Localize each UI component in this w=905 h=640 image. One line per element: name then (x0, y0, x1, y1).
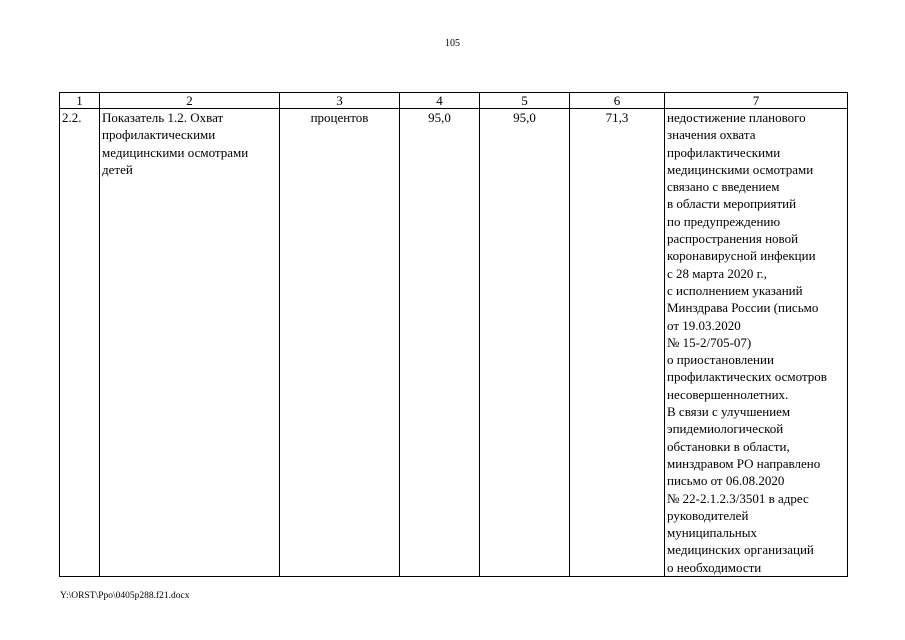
indicator-line: Показатель 1.2. Охват (102, 110, 224, 125)
explanation-line: руководителей (667, 507, 749, 523)
unit-cell: процентов (280, 109, 400, 577)
report-table (59, 92, 848, 577)
explanation-line: минздравом РО направлено (667, 455, 821, 471)
explanation-line: муниципальных (667, 525, 758, 541)
explanation-line: о необходимости (667, 559, 762, 575)
explanation-line: профилактических осмотров (667, 369, 827, 385)
explanation-line: коронавирусной инфекции (667, 248, 816, 264)
row-number-cell: 2.2. (60, 109, 100, 577)
explanation-line: по предупреждению (667, 213, 781, 229)
indicator-name-cell (100, 109, 280, 577)
explanation-line: В связи с улучшением (667, 404, 791, 420)
explanation-line: недостижение планового (667, 110, 806, 125)
header-cell-5: 5 (480, 93, 570, 109)
explanation-line: распространения новой (667, 231, 799, 247)
value-cell-4: 95,0 (400, 109, 480, 577)
explanation-line: № 22-2.1.2.3/3501 в адрес (667, 490, 809, 506)
explanation-line: несовершеннолетних. (667, 386, 789, 402)
explanation-line: медицинскими осмотрами (667, 161, 814, 177)
header-cell-3: 3 (280, 93, 400, 109)
table-row (60, 109, 848, 577)
header-cell-6: 6 (570, 93, 665, 109)
header-cell-4: 4 (400, 93, 480, 109)
page-number: 105 (445, 38, 460, 49)
explanation-line: эпидемиологической (667, 421, 784, 437)
explanation-line: Минздрава России (письмо (667, 300, 819, 316)
value-cell-6: 71,3 (570, 109, 665, 577)
explanation-line: значения охвата (667, 127, 756, 143)
explanation-line: в области мероприятий (667, 196, 797, 212)
indicator-line: профилактическими (102, 127, 216, 143)
indicator-line: детей (102, 161, 133, 177)
explanation-line: № 15-2/705-07) (667, 334, 752, 350)
explanation-line: с 28 марта 2020 г., (667, 265, 767, 281)
table-header-row (60, 93, 848, 109)
file-path-footer: Y:\ORST\Ppo\0405p288.f21.docx (60, 591, 190, 601)
explanation-line: с исполнением указаний (667, 282, 803, 298)
explanation-line: связано с введением (667, 179, 780, 195)
explanation-line: профилактическими (667, 144, 781, 160)
explanation-line: медицинских организаций (667, 542, 814, 558)
header-cell-2: 2 (100, 93, 280, 109)
explanation-line: письмо от 06.08.2020 (667, 473, 785, 489)
header-cell-7: 7 (665, 93, 848, 109)
explanation-line: обстановки в области, (667, 438, 790, 454)
explanation-line: о приостановлении (667, 352, 774, 368)
explanation-line: от 19.03.2020 (667, 317, 741, 333)
header-cell-1: 1 (60, 93, 100, 109)
indicator-line: медицинскими осмотрами (102, 144, 249, 160)
explanation-cell (665, 109, 848, 577)
value-cell-5: 95,0 (480, 109, 570, 577)
